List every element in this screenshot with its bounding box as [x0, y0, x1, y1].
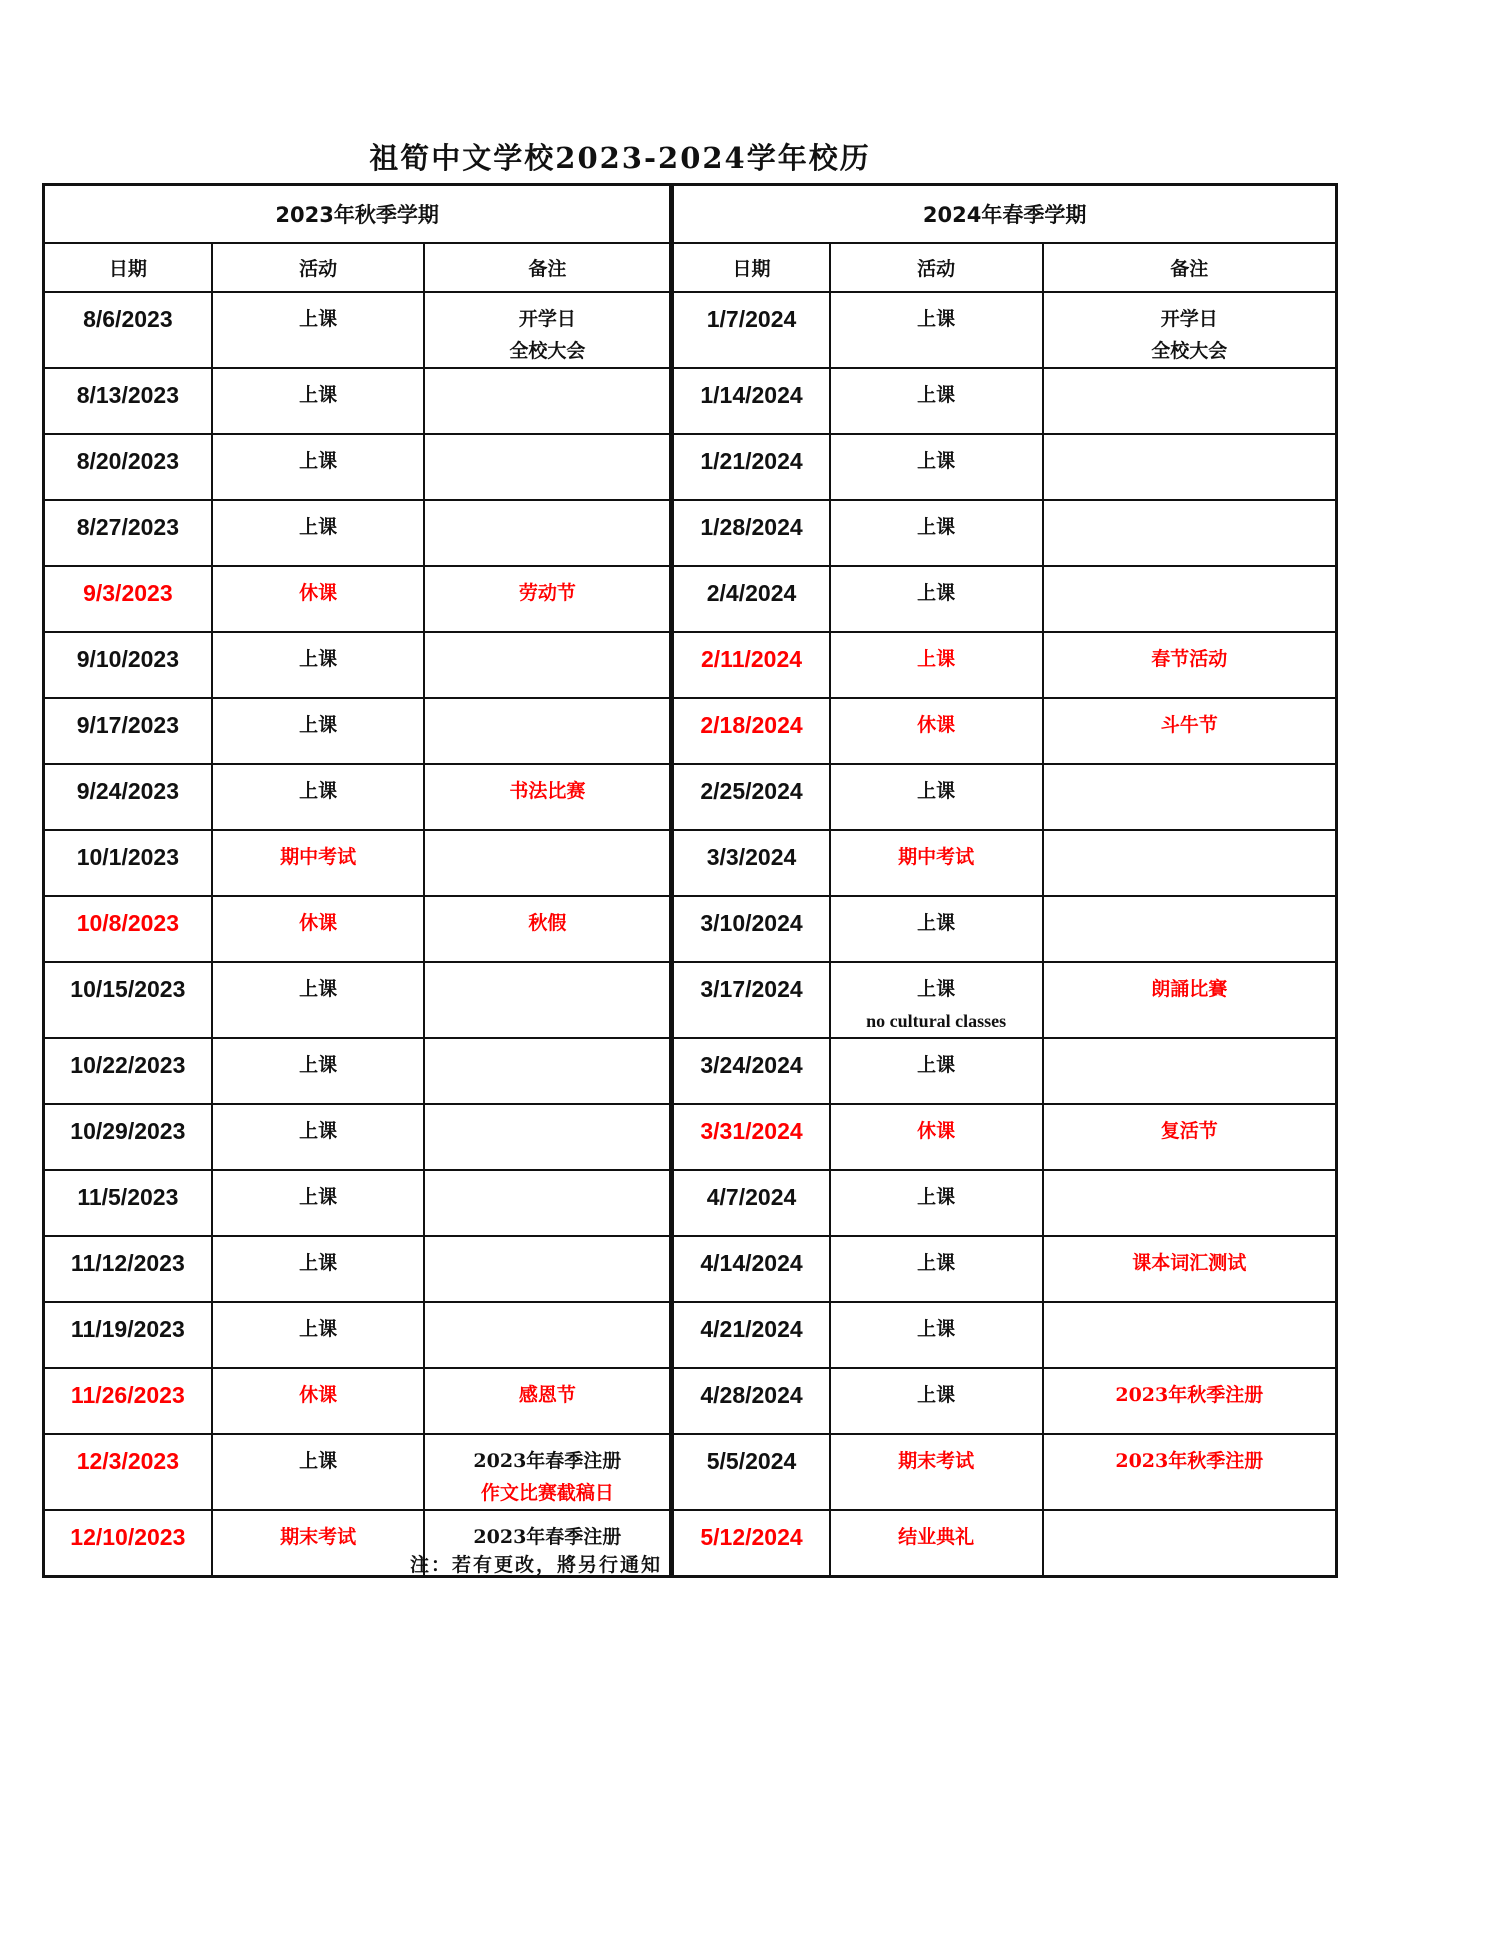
fall-activity-cell — [212, 500, 425, 566]
table-row — [44, 830, 1337, 896]
fall-activity-cell — [212, 1104, 425, 1170]
spring-note-cell — [1043, 698, 1337, 764]
spring-date-cell — [672, 1038, 830, 1104]
fall-activity-cell — [212, 896, 425, 962]
spring-activity: 休课 — [917, 1120, 956, 1142]
fall-activity-cell — [212, 368, 425, 434]
term-heading-row — [44, 185, 1337, 244]
fall-date-cell — [44, 632, 212, 698]
fall-activity: 上课 — [299, 648, 338, 670]
fall-activity-cell — [212, 1434, 425, 1510]
spring-note-cell — [1043, 830, 1337, 896]
spring-note-cell — [1043, 500, 1337, 566]
spring-date: 5/12/2024 — [700, 1524, 803, 1550]
spring-activity: 上课 — [917, 978, 956, 1000]
fall-date: 12/10/2023 — [70, 1524, 186, 1550]
spring-date-cell — [672, 368, 830, 434]
spring-activity-cell — [830, 566, 1043, 632]
fall-activity-cell — [212, 764, 425, 830]
fall-activity-cell — [212, 1302, 425, 1368]
spring-date: 4/21/2024 — [700, 1316, 803, 1342]
spring-date: 2/25/2024 — [700, 778, 803, 804]
spring-activity-cell — [830, 292, 1043, 368]
spring-term-heading: 2024年春季学期 — [672, 185, 1337, 244]
fall-date: 8/6/2023 — [83, 306, 173, 332]
spring-activity: 上课 — [917, 1252, 956, 1274]
spring-activity: 结业典礼 — [898, 1526, 975, 1548]
fall-activity: 上课 — [299, 1450, 338, 1472]
spring-date: 3/10/2024 — [700, 910, 803, 936]
spring-date-cell — [672, 1434, 830, 1510]
table-row — [44, 292, 1337, 368]
table-row — [44, 764, 1337, 830]
spring-note-cell — [1043, 1170, 1337, 1236]
spring-date-cell — [672, 292, 830, 368]
spring-activity-cell — [830, 962, 1043, 1038]
spring-date: 2/18/2024 — [700, 712, 803, 738]
spring-activity-cell — [830, 896, 1043, 962]
spring-activity-cell — [830, 500, 1043, 566]
fall-date-cell — [44, 566, 212, 632]
fall-activity: 上课 — [299, 384, 338, 406]
spring-note-cell — [1043, 962, 1337, 1038]
fall-activity: 上课 — [299, 1318, 338, 1340]
fall-note-cell — [424, 830, 671, 896]
spring-note-line: 2023年秋季注册 — [1115, 1384, 1264, 1406]
spring-date-cell — [672, 566, 830, 632]
fall-note-line: 秋假 — [528, 912, 567, 934]
spring-activity: 上课 — [917, 1054, 956, 1076]
spring-note-line: 开学日 — [1160, 308, 1218, 330]
fall-note-cell — [424, 632, 671, 698]
spring-note-cell — [1043, 1302, 1337, 1368]
fall-date: 11/12/2023 — [70, 1250, 185, 1276]
fall-activity-cell — [212, 1038, 425, 1104]
spring-note-cell — [1043, 1236, 1337, 1302]
fall-date-cell — [44, 830, 212, 896]
fall-date: 11/26/2023 — [70, 1382, 185, 1408]
spring-note-line: 斗牛节 — [1160, 714, 1218, 736]
spring-date: 3/3/2024 — [706, 844, 797, 870]
fall-note-cell — [424, 962, 671, 1038]
table-row — [44, 1434, 1337, 1510]
fall-date: 9/10/2023 — [76, 646, 180, 672]
fall-activity-cell — [212, 830, 425, 896]
fall-term-heading: 2023年秋季学期 — [44, 185, 672, 244]
fall-note-cell — [424, 1104, 671, 1170]
fall-activity-cell — [212, 434, 425, 500]
fall-activity-cell — [212, 1510, 425, 1577]
spring-date: 1/14/2024 — [700, 382, 803, 408]
fall-note-cell — [424, 698, 671, 764]
spring-note-cell — [1043, 434, 1337, 500]
spring-activity: 上课 — [917, 1384, 956, 1406]
spring-date-cell — [672, 1510, 830, 1577]
fall-note-line: 2023年春季注册 — [473, 1450, 622, 1472]
spring-note-line: 课本词汇测试 — [1132, 1252, 1247, 1274]
spring-date: 1/21/2024 — [700, 448, 803, 474]
fall-note-cell — [424, 500, 671, 566]
spring-activity: 上课 — [917, 308, 956, 330]
fall-activity: 休课 — [299, 1384, 338, 1406]
fall-date-cell — [44, 1368, 212, 1434]
spring-activity: 上课 — [917, 384, 956, 406]
fall-activity: 期末考试 — [280, 1526, 357, 1548]
fall-date-header: 日期 — [44, 243, 212, 292]
table-row — [44, 1302, 1337, 1368]
spring-activity-cell — [830, 764, 1043, 830]
fall-date: 11/19/2023 — [70, 1316, 185, 1342]
spring-activity-cell — [830, 1510, 1043, 1577]
spring-date-header: 日期 — [672, 243, 830, 292]
page-title: 祖筍中文学校2023-2024学年校历 — [369, 141, 871, 175]
spring-activity-cell — [830, 1170, 1043, 1236]
spring-note-line: 春节活动 — [1151, 648, 1228, 670]
spring-date-cell — [672, 896, 830, 962]
fall-date: 8/27/2023 — [76, 514, 180, 540]
spring-date-cell — [672, 962, 830, 1038]
column-heading-row — [44, 243, 1337, 292]
spring-date-cell — [672, 632, 830, 698]
fall-activity: 上课 — [299, 1252, 338, 1274]
spring-date-cell — [672, 830, 830, 896]
fall-note-cell — [424, 1368, 671, 1434]
fall-date: 9/17/2023 — [76, 712, 180, 738]
spring-activity: 上课 — [917, 582, 956, 604]
fall-note-cell — [424, 1236, 671, 1302]
fall-date: 10/1/2023 — [76, 844, 180, 870]
fall-date-cell — [44, 764, 212, 830]
fall-note-line: 书法比赛 — [509, 780, 586, 802]
spring-activity: 上课 — [917, 1318, 956, 1340]
spring-activity-cell — [830, 632, 1043, 698]
spring-note-cell — [1043, 1104, 1337, 1170]
table-row — [44, 896, 1337, 962]
fall-note-line: 劳动节 — [518, 582, 576, 604]
fall-date: 9/24/2023 — [76, 778, 180, 804]
spring-date: 2/4/2024 — [706, 580, 797, 606]
fall-activity-cell — [212, 566, 425, 632]
fall-date: 9/3/2023 — [83, 580, 173, 606]
table-row — [44, 434, 1337, 500]
spring-activity: 上课 — [917, 912, 956, 934]
table-row — [44, 1170, 1337, 1236]
spring-note-cell — [1043, 368, 1337, 434]
spring-date-cell — [672, 500, 830, 566]
spring-date-cell — [672, 764, 830, 830]
spring-note-line: 复活节 — [1160, 1120, 1218, 1142]
fall-activity-cell — [212, 962, 425, 1038]
spring-date: 3/24/2024 — [700, 1052, 803, 1078]
spring-activity-cell — [830, 1104, 1043, 1170]
table-row — [44, 632, 1337, 698]
spring-activity: 休课 — [917, 714, 956, 736]
fall-date: 10/8/2023 — [76, 910, 180, 936]
spring-activity-cell — [830, 698, 1043, 764]
fall-date-cell — [44, 1038, 212, 1104]
spring-activity-cell — [830, 368, 1043, 434]
spring-date: 2/11/2024 — [700, 646, 803, 672]
table-row — [44, 1104, 1337, 1170]
fall-date-cell — [44, 698, 212, 764]
fall-note-cell — [424, 1170, 671, 1236]
fall-activity-header: 活动 — [212, 243, 425, 292]
spring-date-cell — [672, 1104, 830, 1170]
fall-date: 10/15/2023 — [70, 976, 186, 1002]
spring-activity-cell — [830, 1302, 1043, 1368]
fall-date-cell — [44, 500, 212, 566]
table-row — [44, 1368, 1337, 1434]
spring-activity-cell — [830, 830, 1043, 896]
fall-date: 10/22/2023 — [70, 1052, 186, 1078]
fall-note-cell — [424, 434, 671, 500]
fall-activity-cell — [212, 1236, 425, 1302]
spring-note-line: 2023年秋季注册 — [1115, 1450, 1264, 1472]
fall-activity: 上课 — [299, 516, 338, 538]
spring-activity: 上课 — [917, 516, 956, 538]
table-row — [44, 1038, 1337, 1104]
spring-date: 1/28/2024 — [700, 514, 803, 540]
spring-note-line: 全校大会 — [1151, 340, 1228, 362]
fall-note-cell — [424, 764, 671, 830]
fall-note-cell — [424, 1038, 671, 1104]
fall-date-cell — [44, 292, 212, 368]
spring-note-cell — [1043, 632, 1337, 698]
table-row — [44, 500, 1337, 566]
spring-activity-header: 活动 — [830, 243, 1043, 292]
spring-date-cell — [672, 1236, 830, 1302]
spring-activity-cell — [830, 434, 1043, 500]
fall-date-cell — [44, 1236, 212, 1302]
fall-date-cell — [44, 1170, 212, 1236]
spring-activity-cell — [830, 1368, 1043, 1434]
spring-date: 3/17/2024 — [700, 976, 803, 1002]
fall-date-cell — [44, 1302, 212, 1368]
spring-activity: 上课 — [917, 1186, 956, 1208]
spring-date: 1/7/2024 — [706, 306, 797, 332]
fall-note-line: 感恩节 — [518, 1384, 576, 1406]
table-row — [44, 1510, 1337, 1577]
fall-note-line: 作文比赛截稿日 — [480, 1482, 614, 1504]
footnote: 注：若有更改，將另行通知 — [410, 1554, 663, 1576]
fall-date-cell — [44, 1104, 212, 1170]
fall-date-cell — [44, 962, 212, 1038]
fall-note-header: 备注 — [424, 243, 671, 292]
fall-activity: 休课 — [299, 582, 338, 604]
spring-activity: 期中考试 — [898, 846, 975, 868]
spring-activity: 上课 — [917, 648, 956, 670]
fall-activity: 上课 — [299, 714, 338, 736]
spring-note-cell — [1043, 1434, 1337, 1510]
fall-activity-cell — [212, 698, 425, 764]
fall-date-cell — [44, 1434, 212, 1510]
fall-activity: 上课 — [299, 1186, 338, 1208]
fall-activity: 上课 — [299, 978, 338, 1000]
fall-activity-cell — [212, 292, 425, 368]
spring-activity: 期末考试 — [898, 1450, 975, 1472]
spring-activity-subnote: no cultural classes — [866, 1011, 1007, 1031]
table-row — [44, 698, 1337, 764]
spring-date-cell — [672, 1368, 830, 1434]
fall-activity: 期中考试 — [280, 846, 357, 868]
fall-note-cell — [424, 1434, 671, 1510]
fall-activity: 休课 — [299, 912, 338, 934]
spring-date-cell — [672, 1170, 830, 1236]
fall-activity: 上课 — [299, 1120, 338, 1142]
fall-note-cell — [424, 292, 671, 368]
spring-date: 4/28/2024 — [700, 1382, 803, 1408]
fall-date: 12/3/2023 — [76, 1448, 180, 1474]
spring-date: 5/5/2024 — [706, 1448, 797, 1474]
spring-note-cell — [1043, 764, 1337, 830]
spring-note-line: 朗誦比賽 — [1151, 978, 1228, 1000]
spring-activity: 上课 — [917, 780, 956, 802]
spring-date-cell — [672, 1302, 830, 1368]
spring-note-cell — [1043, 1368, 1337, 1434]
spring-activity-cell — [830, 1038, 1043, 1104]
fall-date-cell — [44, 368, 212, 434]
fall-date: 8/20/2023 — [76, 448, 180, 474]
fall-activity-cell — [212, 1170, 425, 1236]
spring-date: 4/7/2024 — [706, 1184, 797, 1210]
fall-note-cell — [424, 368, 671, 434]
spring-activity-cell — [830, 1236, 1043, 1302]
spring-date-cell — [672, 698, 830, 764]
spring-note-header: 备注 — [1043, 243, 1337, 292]
fall-activity: 上课 — [299, 450, 338, 472]
school-calendar-table — [42, 183, 1338, 1578]
table-row — [44, 962, 1337, 1038]
fall-date-cell — [44, 896, 212, 962]
fall-activity: 上课 — [299, 780, 338, 802]
spring-note-cell — [1043, 1510, 1337, 1577]
spring-date: 3/31/2024 — [700, 1118, 803, 1144]
fall-note-cell — [424, 566, 671, 632]
spring-note-cell — [1043, 896, 1337, 962]
fall-activity: 上课 — [299, 1054, 338, 1076]
spring-note-cell — [1043, 1038, 1337, 1104]
spring-activity-cell — [830, 1434, 1043, 1510]
spring-activity: 上课 — [917, 450, 956, 472]
table-row — [44, 566, 1337, 632]
spring-date-cell — [672, 434, 830, 500]
table-row — [44, 368, 1337, 434]
fall-note-line: 开学日 — [518, 308, 576, 330]
fall-note-line: 2023年春季注册 — [473, 1526, 622, 1548]
fall-note-cell — [424, 896, 671, 962]
table-row — [44, 1236, 1337, 1302]
fall-date: 10/29/2023 — [70, 1118, 186, 1144]
spring-note-cell — [1043, 566, 1337, 632]
spring-date: 4/14/2024 — [700, 1250, 803, 1276]
fall-note-cell — [424, 1302, 671, 1368]
fall-note-line: 全校大会 — [509, 340, 586, 362]
fall-date: 11/5/2023 — [77, 1184, 179, 1210]
fall-activity: 上课 — [299, 308, 338, 330]
fall-date: 8/13/2023 — [76, 382, 180, 408]
calendar-body — [44, 292, 1337, 1577]
fall-date-cell — [44, 434, 212, 500]
spring-note-cell — [1043, 292, 1337, 368]
fall-date-cell — [44, 1510, 212, 1577]
fall-activity-cell — [212, 1368, 425, 1434]
fall-activity-cell — [212, 632, 425, 698]
